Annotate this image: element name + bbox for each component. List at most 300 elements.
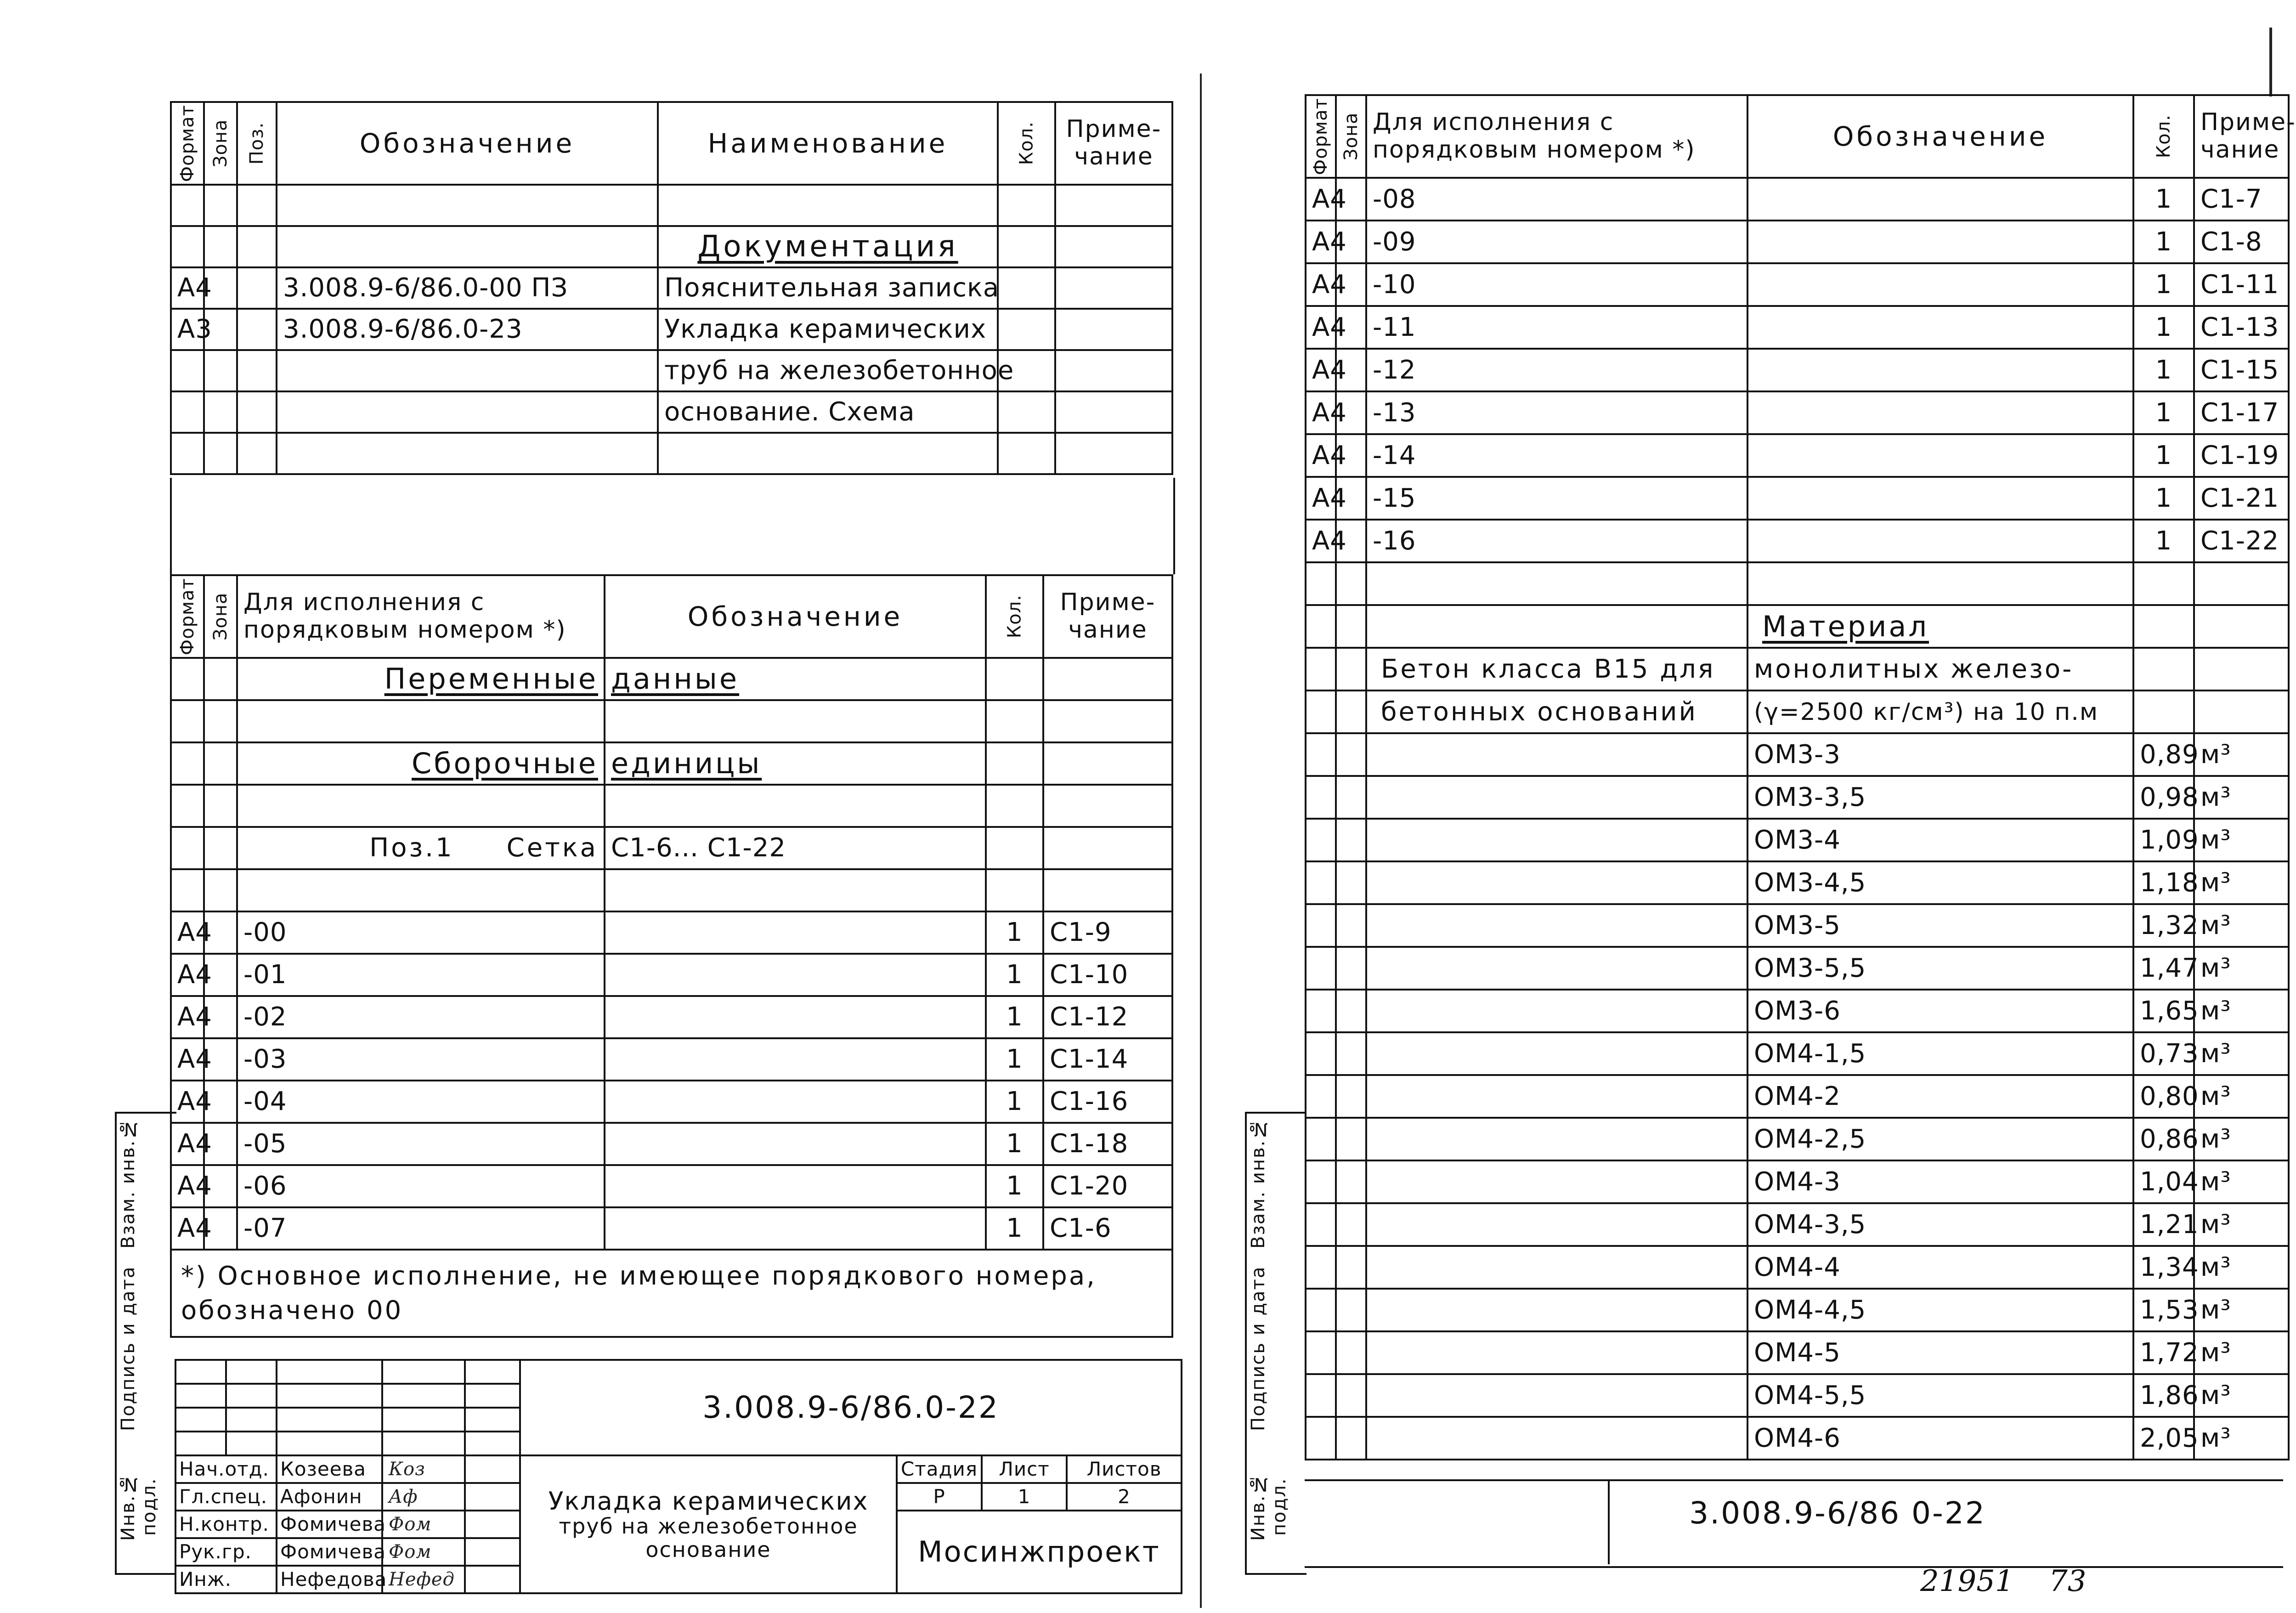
table-cell: м³	[2194, 776, 2289, 819]
table-cell: м³	[2194, 819, 2289, 861]
empty-cell	[171, 185, 204, 226]
table-cell: -00	[237, 911, 605, 954]
col-format: Формат	[171, 102, 204, 185]
empty-cell	[204, 742, 237, 785]
material-row	[1306, 733, 2289, 776]
table-row	[171, 1165, 1172, 1207]
table-cell: С1-10	[1043, 954, 1172, 996]
empty-cell	[605, 1038, 986, 1081]
table-cell: ОМ4-5,5	[1747, 1374, 2133, 1417]
table-cell: А4	[1306, 263, 1336, 306]
table-cell: А4	[1306, 434, 1336, 477]
org-name: Мосинжпроект	[897, 1511, 1182, 1593]
table-cell: 1,32	[2133, 904, 2194, 947]
sheets-value: 2	[1067, 1483, 1182, 1511]
table-cell: ОМ4-3,5	[1747, 1203, 2133, 1246]
empty-cell	[605, 954, 986, 996]
empty-cell	[204, 185, 237, 226]
empty-cell	[1306, 1075, 1336, 1118]
title-line-1: Укладка керамических	[548, 1486, 869, 1516]
empty-cell	[1336, 1417, 1366, 1460]
empty-cell	[1366, 904, 1747, 947]
page-stamp-number: 21951	[1920, 1564, 2014, 1598]
empty-cell	[986, 658, 1043, 700]
table-cell: м³	[2194, 1160, 2289, 1203]
empty-cell	[1747, 434, 2133, 477]
empty-cell	[605, 1123, 986, 1165]
empty-cell	[1336, 733, 1366, 776]
right-side-label-replace: Взам. инв.№	[1248, 1117, 1269, 1249]
table-cell: Нефедова	[277, 1566, 382, 1593]
concrete-row	[1306, 690, 2289, 733]
empty-cell	[1055, 391, 1172, 433]
empty-cell	[226, 1384, 277, 1408]
empty-cell	[986, 869, 1043, 911]
empty-cell	[1306, 1032, 1336, 1075]
empty-cell	[382, 1408, 465, 1432]
table-cell: А4	[171, 1207, 204, 1250]
table-cell: ОМ4-4	[1747, 1246, 2133, 1289]
table-cell: Зона	[1336, 95, 1366, 178]
table-cell: 2,05	[2133, 1417, 2194, 1460]
material-row	[1306, 1075, 2289, 1118]
table-cell: Гл.спец.	[175, 1483, 277, 1511]
table-cell: Обозначение	[605, 575, 986, 658]
empty-cell	[171, 742, 204, 785]
table-cell: -12	[1366, 349, 1747, 391]
empty-cell	[1336, 562, 1366, 605]
title-line-3: основание	[645, 1537, 771, 1562]
table-cell: 1,72	[2133, 1331, 2194, 1374]
empty-cell	[1306, 904, 1336, 947]
empty-cell	[1747, 349, 2133, 391]
sheets-label: Листов	[1067, 1455, 1182, 1483]
empty-cell	[2194, 605, 2289, 648]
table-cell: Фом	[382, 1538, 465, 1566]
table-cell: ОМ3-4,5	[1747, 861, 2133, 904]
table-cell: А4	[171, 1123, 204, 1165]
table-cell: 1	[986, 1123, 1043, 1165]
table-cell: 1,18	[2133, 861, 2194, 904]
table-cell: м³	[2194, 861, 2289, 904]
table-cell: ОМ4-4,5	[1747, 1289, 2133, 1331]
col-designation: Обозначение	[277, 102, 658, 185]
empty-cell	[204, 433, 237, 474]
empty-cell	[998, 309, 1055, 350]
table-cell: Нач.отд.	[175, 1455, 277, 1483]
empty-cell	[1306, 1374, 1336, 1417]
empty-cell	[171, 700, 204, 742]
empty-cell	[465, 1566, 520, 1593]
empty-cell	[1366, 1203, 1747, 1246]
material-row	[1306, 1374, 2289, 1417]
table-row	[1306, 434, 2289, 477]
empty-cell	[204, 827, 237, 869]
empty-cell	[2194, 690, 2289, 733]
empty-cell	[1336, 1032, 1366, 1075]
empty-cell	[1055, 350, 1172, 391]
table-cell: 0,80	[2133, 1075, 2194, 1118]
table-cell: 0,86	[2133, 1118, 2194, 1160]
empty-cell	[1366, 1417, 1747, 1460]
table-cell: м³	[2194, 1032, 2289, 1075]
table-row	[171, 954, 1172, 996]
table-cell: ОМ3-5,5	[1747, 947, 2133, 990]
empty-cell	[1306, 861, 1336, 904]
section-material: Материал	[1747, 605, 2133, 648]
table-cell: ОМ3-5	[1747, 904, 2133, 947]
table-cell: м³	[2194, 1203, 2289, 1246]
table-row	[1306, 477, 2289, 520]
table-cell: Формат	[171, 575, 204, 658]
empty-cell	[1306, 1160, 1336, 1203]
empty-cell	[1306, 776, 1336, 819]
col-name: Наименование	[658, 102, 998, 185]
empty-cell	[1055, 185, 1172, 226]
table-cell: С1-22	[2194, 520, 2289, 562]
empty-cell	[382, 1432, 465, 1455]
table-cell: 1	[986, 911, 1043, 954]
table-cell: А4	[171, 1165, 204, 1207]
table-cell: ОМ3-3	[1747, 733, 2133, 776]
empty-cell	[1747, 391, 2133, 434]
empty-cell	[1336, 819, 1366, 861]
table-cell: труб на железобетонное	[658, 350, 998, 391]
empty-cell	[204, 785, 237, 827]
table-cell: м³	[2194, 733, 2289, 776]
table-cell: А3	[171, 309, 204, 350]
empty-cell	[237, 700, 605, 742]
empty-cell	[204, 226, 237, 267]
empty-cell	[998, 433, 1055, 474]
empty-cell	[1043, 700, 1172, 742]
table-cell: А4	[1306, 178, 1336, 221]
page-stamp-page: 73	[2049, 1564, 2087, 1598]
table-row	[171, 1081, 1172, 1123]
left-variants-table	[170, 574, 1173, 1338]
table-cell: (γ=2500 кг/см³) на 10 п.м	[1747, 690, 2133, 733]
empty-cell	[465, 1408, 520, 1432]
col-exec: Для исполнения с порядковым номером *)	[1366, 95, 1747, 178]
empty-cell	[175, 1384, 226, 1408]
table-cell: 1	[2133, 520, 2194, 562]
table-cell: 0,98	[2133, 776, 2194, 819]
right-doc-code: 3.008.9-6/86 0-22	[1689, 1495, 1986, 1531]
empty-cell	[1055, 309, 1172, 350]
table-row	[171, 911, 1172, 954]
empty-cell	[1306, 1417, 1336, 1460]
table-cell: м³	[2194, 1246, 2289, 1289]
table-cell: А4	[171, 996, 204, 1038]
empty-cell	[171, 433, 204, 474]
table-cell: С1-6... С1-22	[605, 827, 986, 869]
empty-cell	[1306, 562, 1336, 605]
table-cell: 1	[2133, 477, 2194, 520]
table-cell: А4	[171, 1081, 204, 1123]
empty-cell	[1336, 947, 1366, 990]
col-qty: Кол.	[2133, 95, 2194, 178]
empty-cell	[1055, 267, 1172, 309]
empty-cell	[1336, 690, 1366, 733]
empty-cell	[277, 350, 658, 391]
table-row	[1306, 178, 2289, 221]
table-cell: С1-6	[1043, 1207, 1172, 1250]
empty-cell	[1336, 1374, 1366, 1417]
table-cell: Фом	[382, 1511, 465, 1538]
empty-cell	[1366, 1118, 1747, 1160]
empty-cell	[277, 1432, 382, 1455]
empty-cell	[658, 433, 998, 474]
empty-cell	[1043, 785, 1172, 827]
empty-cell	[1043, 869, 1172, 911]
material-row	[1306, 776, 2289, 819]
empty-cell	[171, 827, 204, 869]
table-cell: 1	[2133, 221, 2194, 263]
table-cell: -15	[1366, 477, 1747, 520]
material-row	[1306, 1118, 2289, 1160]
empty-cell	[465, 1538, 520, 1566]
table-cell: С1-12	[1043, 996, 1172, 1038]
table-cell: ОМ4-3	[1747, 1160, 2133, 1203]
empty-cell	[605, 1207, 986, 1250]
table-cell: бетонных оснований	[1366, 690, 1747, 733]
table-cell: ОМ4-1,5	[1747, 1032, 2133, 1075]
empty-cell	[1043, 658, 1172, 700]
empty-cell	[998, 391, 1055, 433]
empty-cell	[1336, 1289, 1366, 1331]
col-pos: Поз.	[237, 102, 277, 185]
material-row	[1306, 1160, 2289, 1203]
table-cell: С1-20	[1043, 1165, 1172, 1207]
table-cell: С1-14	[1043, 1038, 1172, 1081]
empty-cell	[1366, 1289, 1747, 1331]
right-spec-table	[1305, 94, 2296, 1460]
section-assembly-right: единицы	[605, 742, 986, 785]
table-cell: -10	[1366, 263, 1747, 306]
table-cell: 1	[2133, 349, 2194, 391]
material-row	[1306, 1203, 2289, 1246]
left-side-label-replace: Взам. инв.№	[118, 1117, 139, 1249]
table-row	[1306, 520, 2289, 562]
empty-cell	[2194, 648, 2289, 690]
table-cell: Пояснительная записка	[658, 267, 998, 309]
empty-cell	[1055, 226, 1172, 267]
empty-cell	[1336, 1118, 1366, 1160]
empty-cell	[2133, 562, 2194, 605]
empty-cell	[465, 1483, 520, 1511]
right-side-label-inv: Инв.№ подл.	[1248, 1472, 1290, 1541]
table-row	[171, 1038, 1172, 1081]
table-row	[171, 309, 1172, 350]
table-cell: 0,73	[2133, 1032, 2194, 1075]
table-cell: Рук.гр.	[175, 1538, 277, 1566]
empty-cell	[1306, 648, 1336, 690]
empty-cell	[171, 658, 204, 700]
empty-cell	[986, 785, 1043, 827]
table-cell: 1	[2133, 306, 2194, 349]
empty-cell	[520, 1455, 897, 1593]
table-cell: 1,09	[2133, 819, 2194, 861]
table-cell: ОМ3-3,5	[1747, 776, 2133, 819]
sheet-label: Лист	[982, 1455, 1067, 1483]
table-cell: С1-21	[2194, 477, 2289, 520]
table-row	[171, 1207, 1172, 1250]
empty-cell	[1336, 1075, 1366, 1118]
table-cell: 1	[986, 996, 1043, 1038]
table-cell: 1	[986, 1165, 1043, 1207]
table-cell: Укладка керамических	[658, 309, 998, 350]
table-cell: -13	[1366, 391, 1747, 434]
empty-cell	[1366, 990, 1747, 1032]
empty-cell	[226, 1432, 277, 1455]
stage-label: Стадия	[897, 1455, 982, 1483]
right-side-label-sign: Подпись и дата	[1248, 1266, 1269, 1431]
table-cell: С1-15	[2194, 349, 2289, 391]
table-cell: ОМ3-4	[1747, 819, 2133, 861]
table-cell: А4	[171, 1038, 204, 1081]
table-cell: -11	[1366, 306, 1747, 349]
left-side-label-sign: Подпись и дата	[118, 1266, 139, 1431]
table-cell: м³	[2194, 1289, 2289, 1331]
table-cell: 1	[2133, 434, 2194, 477]
empty-cell	[1366, 1331, 1747, 1374]
table-cell: С1-17	[2194, 391, 2289, 434]
material-row	[1306, 1289, 2289, 1331]
material-row	[1306, 904, 2289, 947]
table-cell: 1,86	[2133, 1374, 2194, 1417]
table-cell: м³	[2194, 1075, 2289, 1118]
empty-cell	[998, 185, 1055, 226]
table-cell: 0,89	[2133, 733, 2194, 776]
table-cell: 1,34	[2133, 1246, 2194, 1289]
empty-cell	[171, 391, 204, 433]
table-cell: 1	[2133, 178, 2194, 221]
material-row	[1306, 861, 2289, 904]
empty-cell	[204, 391, 237, 433]
empty-cell	[2133, 648, 2194, 690]
empty-cell	[237, 785, 605, 827]
empty-cell	[175, 1408, 226, 1432]
table-cell: Козеева	[277, 1455, 382, 1483]
title-line-2: труб на железобетонное	[559, 1514, 858, 1539]
table-cell: Формат	[1306, 95, 1336, 178]
empty-cell	[277, 185, 658, 226]
table-cell: м³	[2194, 1374, 2289, 1417]
empty-cell	[277, 1360, 382, 1384]
empty-cell	[605, 996, 986, 1038]
empty-cell	[237, 869, 605, 911]
empty-cell	[1306, 1203, 1336, 1246]
table-cell: А4	[171, 267, 204, 309]
table-cell: Фомичева	[277, 1538, 382, 1566]
empty-cell	[465, 1455, 520, 1483]
table-cell: Зона	[204, 575, 237, 658]
empty-cell	[1747, 263, 2133, 306]
empty-cell	[658, 185, 998, 226]
table-cell: 1	[2133, 263, 2194, 306]
empty-cell	[1336, 1203, 1366, 1246]
empty-cell	[2194, 562, 2289, 605]
empty-cell	[171, 785, 204, 827]
table-cell: 1	[986, 954, 1043, 996]
table-cell: 1	[2133, 391, 2194, 434]
col-designation: Обозначение	[1747, 95, 2133, 178]
empty-cell	[465, 1511, 520, 1538]
empty-cell	[1306, 819, 1336, 861]
table-cell: С1-11	[2194, 263, 2289, 306]
table-cell: -08	[1366, 178, 1747, 221]
empty-cell	[1366, 1374, 1747, 1417]
empty-cell	[986, 827, 1043, 869]
sign-row	[175, 1455, 1182, 1483]
table-cell: Нефед	[382, 1566, 465, 1593]
empty-cell	[204, 869, 237, 911]
table-row	[1306, 349, 2289, 391]
material-row	[1306, 1032, 2289, 1075]
empty-cell	[2133, 690, 2194, 733]
table-cell: А4	[1306, 306, 1336, 349]
left-spec-table	[170, 101, 1173, 475]
empty-cell	[204, 658, 237, 700]
table-cell: м³	[2194, 1417, 2289, 1460]
empty-cell	[1747, 520, 2133, 562]
empty-cell	[1306, 1331, 1336, 1374]
empty-cell	[1366, 562, 1747, 605]
empty-cell	[605, 869, 986, 911]
table-cell: 1,04	[2133, 1160, 2194, 1203]
table-cell: основание. Схема	[658, 391, 998, 433]
empty-cell	[171, 350, 204, 391]
table-cell: -02	[237, 996, 605, 1038]
empty-cell	[1043, 827, 1172, 869]
left-side-label-inv: Инв.№ подл.	[118, 1472, 160, 1541]
empty-cell	[1366, 1075, 1747, 1118]
col-note: Приме-чание	[1055, 102, 1172, 185]
col-qty: Кол.	[998, 102, 1055, 185]
empty-cell	[237, 350, 277, 391]
empty-cell	[1306, 947, 1336, 990]
table-cell: С1-13	[2194, 306, 2289, 349]
empty-cell	[1306, 1246, 1336, 1289]
empty-cell	[605, 700, 986, 742]
col-zone: Зона	[204, 102, 237, 185]
empty-cell	[1366, 819, 1747, 861]
empty-cell	[605, 1081, 986, 1123]
right-edge-mark	[2269, 28, 2272, 96]
table-cell: С1-9	[1043, 911, 1172, 954]
table-cell: С1-19	[2194, 434, 2289, 477]
material-row	[1306, 1331, 2289, 1374]
empty-cell	[175, 1360, 226, 1384]
empty-cell	[237, 309, 277, 350]
footnote: *) Основное исполнение, не имеющее порядкового номера, обозначено 00	[171, 1250, 1172, 1337]
empty-cell	[1366, 861, 1747, 904]
empty-cell	[175, 1432, 226, 1455]
table-row	[171, 391, 1172, 433]
table-row	[171, 1123, 1172, 1165]
table-cell: 1,53	[2133, 1289, 2194, 1331]
empty-cell	[1055, 433, 1172, 474]
section-assembly-left: Сборочные	[237, 742, 605, 785]
empty-cell	[204, 700, 237, 742]
table-cell: Н.контр.	[175, 1511, 277, 1538]
sheet-value: 1	[982, 1483, 1067, 1511]
empty-cell	[465, 1384, 520, 1408]
pos-row	[171, 827, 1172, 869]
material-row	[1306, 819, 2289, 861]
table-row	[171, 267, 1172, 309]
table-cell: С1-8	[2194, 221, 2289, 263]
